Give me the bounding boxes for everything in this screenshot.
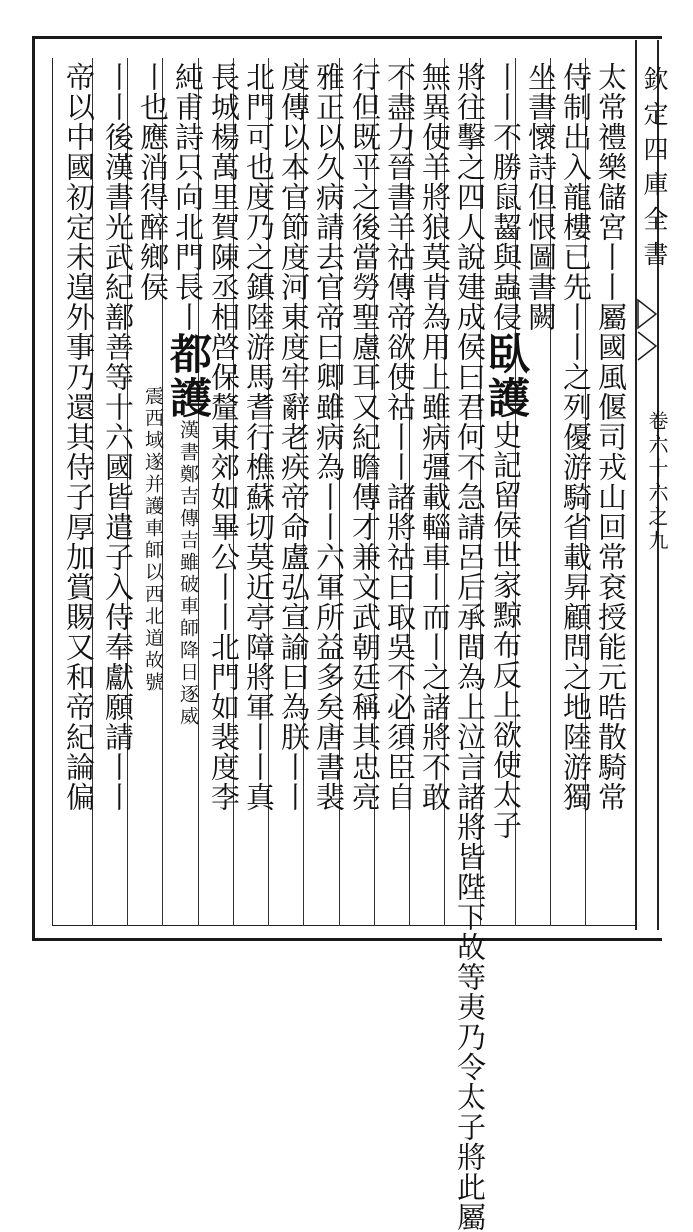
fish-tail-mark-icon — [636, 300, 658, 360]
column-text: 丨也應消得醉鄉侯 — [136, 62, 170, 302]
column-text: 丨丨 — [489, 62, 523, 122]
text-column-15 — [101, 62, 135, 922]
column-text: 長城楊萬里賀陳丞相啓保釐東郊如畢公丨丨北門如裴度李 — [207, 62, 241, 812]
column-text: 帝以中國初定未遑外事乃還其侍子厚加賞賜又和帝紀論偏 — [62, 62, 96, 812]
column-text: 雅正以久病請去官帝曰卿雖病為丨丨六軍所益多矣唐書裴 — [312, 62, 346, 812]
text-column-2 — [559, 62, 593, 922]
text-column-1 — [594, 62, 628, 922]
column-text: 北門可也度乃之鎮陸游馬耆行樵蘇切莫近亭障將軍丨丨真 — [242, 62, 276, 812]
column-text: 純甫詩只向北門長丨 — [171, 62, 205, 332]
column-text: 震西域遂并護車師以西北道故號 — [142, 386, 164, 694]
column-text: 行但既平之後當勞聖慮耳又紀瞻傳才兼文武朝廷稱其忠亮 — [348, 62, 382, 812]
entry-heading: 都護 — [164, 332, 213, 420]
text-column-16 — [62, 62, 96, 922]
column-text: 漢書鄭吉傳吉雖破車師降日逐威 — [177, 420, 199, 728]
edge-book-title: 欽定四庫全書 — [640, 66, 669, 276]
text-column-5 — [453, 62, 487, 1232]
column-text: 度傳以本官節度河東度牢辭老疾帝命盧弘宣諭曰為朕丨丨 — [277, 62, 311, 812]
column-text: 不勝鼠齧與蟲侵 — [489, 122, 523, 332]
text-column-14 — [136, 62, 170, 922]
entry-heading: 臥護 — [482, 332, 531, 420]
column-text: 太常禮樂儲宮丨丨屬國風偃司戎山回常袞授能元晧散騎常 — [594, 62, 628, 812]
text-column-9 — [312, 62, 346, 922]
edge-volume-label: 卷六十六之九 — [645, 410, 669, 554]
text-column-11 — [242, 62, 276, 922]
text-column-3 — [524, 62, 558, 922]
text-column-6 — [418, 62, 452, 922]
column-text: 史記留侯世家黥布反上欲使太子 — [489, 420, 523, 840]
text-column-10 — [277, 62, 311, 922]
text-column-7 — [383, 62, 417, 922]
column-text: 無異使羊將狼莫肯為用上雖病彊載輜車丨而丨之諸將不敢 — [418, 62, 452, 812]
column-text: 坐書懷詩但恨圖書闕 — [524, 62, 558, 332]
column-text: 丨丨後漢書光武紀鄯善等十六國皆遣子入侍奉獻願請丨丨 — [101, 62, 135, 812]
column-text: 侍制出入龍樓已先丨丨之列優游騎省載昇顧問之地陸游獨 — [559, 62, 593, 812]
text-column-13 — [164, 62, 213, 922]
text-column-8 — [348, 62, 382, 922]
column-text: 將往擊之四人說建成侯曰君何不急請呂后承間為上泣言諸將皆陛下故等夷乃令太子將此屬 — [453, 62, 487, 1232]
column-text: 不盡力晉書羊祜傳帝欲使祜丨丨諸將祜曰取吳不必須臣自 — [383, 62, 417, 812]
text-column-12 — [207, 62, 241, 922]
text-column-4 — [482, 62, 531, 922]
